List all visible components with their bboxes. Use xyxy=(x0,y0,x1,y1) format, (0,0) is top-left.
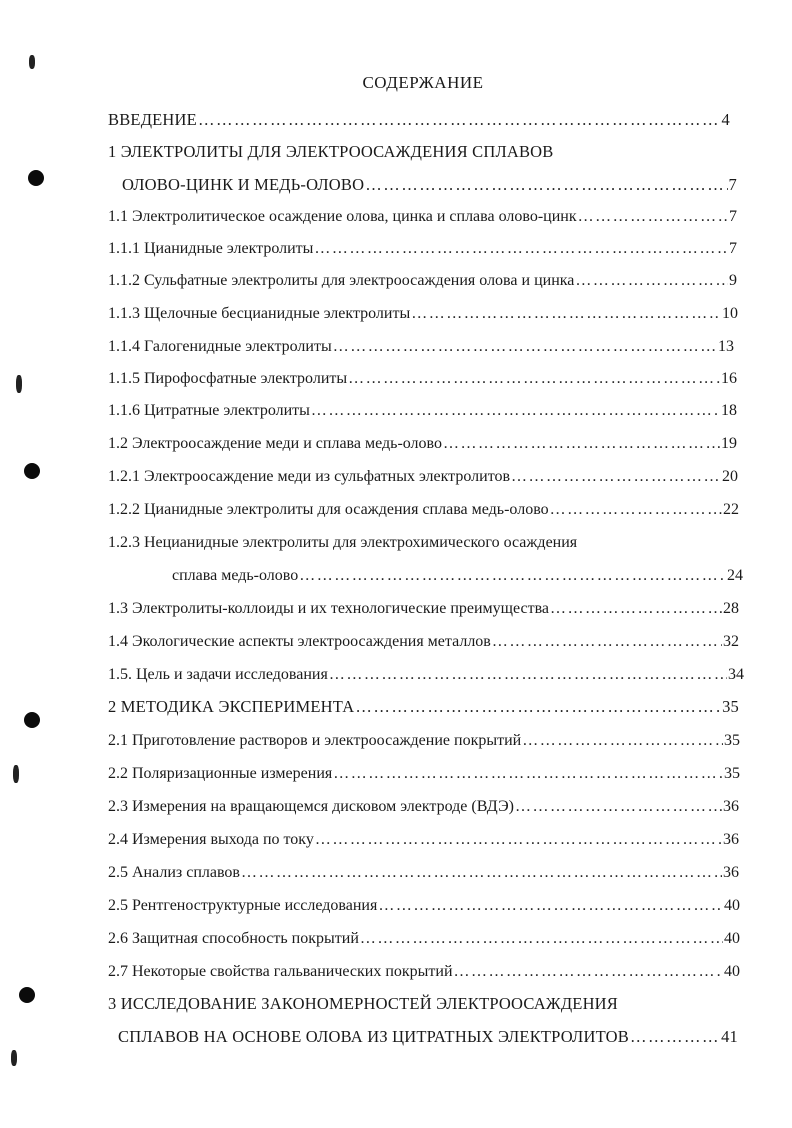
dot-leader xyxy=(550,599,722,619)
toc-entry-page: 36 xyxy=(723,864,739,881)
toc-entry xyxy=(108,962,740,982)
dot-leader xyxy=(333,764,723,784)
toc-entry xyxy=(108,764,740,784)
toc-entry xyxy=(118,1027,738,1047)
toc-entry xyxy=(108,697,739,717)
toc-entry-title: 2.1 Приготовление растворов и электроосаждение покрытий xyxy=(108,732,522,749)
page-title: СОДЕРЖАНИЕ xyxy=(362,73,484,92)
toc-entry xyxy=(108,830,739,850)
toc-entry-title: 2.3 Измерения на вращающемся дисковом электроде (ВДЭ) xyxy=(108,798,514,815)
dot-leader xyxy=(360,929,723,949)
toc-entry-title: 1.1.4 Галогенидные электролиты xyxy=(108,338,332,355)
dot-leader xyxy=(454,962,723,982)
toc-entry-title: 1.5. Цель и задачи исследования xyxy=(108,666,328,683)
toc-entry-title: сплава медь-олово xyxy=(172,567,299,584)
dot-leader xyxy=(333,337,717,357)
toc-entry xyxy=(172,566,743,586)
toc-entry xyxy=(108,369,737,389)
dot-leader xyxy=(575,271,728,291)
toc-entry xyxy=(108,797,739,817)
toc-entry-title: 2 МЕТОДИКА ЭКСПЕРИМЕНТА xyxy=(108,697,355,716)
toc-entry-page: 36 xyxy=(723,831,739,848)
toc-entry-title: 1.1.6 Цитратные электролиты xyxy=(108,402,310,419)
toc-entry xyxy=(108,467,738,487)
toc-entry xyxy=(108,207,737,227)
toc-entry-page: 40 xyxy=(724,963,740,980)
dot-leader xyxy=(348,369,720,389)
dot-leader xyxy=(492,632,722,652)
toc-entry-title: 2.2 Поляризационные измерения xyxy=(108,765,333,782)
toc-entry-title: 1 ЭЛЕКТРОЛИТЫ ДЛЯ ЭЛЕКТРООСАЖДЕНИЯ СПЛАВОВ xyxy=(108,142,554,161)
dot-leader xyxy=(443,434,720,454)
toc-entry-title: 1.1.5 Пирофосфатные электролиты xyxy=(108,370,348,387)
toc-entry-page: 9 xyxy=(729,272,737,289)
toc-entry-title: ВВЕДЕНИЕ xyxy=(108,110,197,129)
toc-entry xyxy=(108,500,739,520)
toc-entry xyxy=(108,401,737,421)
toc-entry-title: 1.2.1 Электроосаждение меди из сульфатных электролитов xyxy=(108,468,511,485)
toc-entry xyxy=(108,271,737,291)
toc-entry-page: 7 xyxy=(728,175,737,194)
toc-entry xyxy=(108,110,730,130)
toc-entry xyxy=(108,434,737,454)
toc-entry-title: 1.3 Электролиты-коллоиды и их технологические преимущества xyxy=(108,600,550,617)
toc-entry xyxy=(108,239,737,259)
toc-entry xyxy=(108,665,744,685)
toc-entry-title: 1.1.3 Щелочные бесцианидные электролиты xyxy=(108,305,411,322)
toc-entry-page: 35 xyxy=(724,765,740,782)
toc-entry-title: 1.2.2 Цианидные электролиты для осаждения сплава медь-олово xyxy=(108,501,549,518)
toc-entry-page: 18 xyxy=(721,402,737,419)
toc-entry-page: 35 xyxy=(722,697,739,716)
toc-entry xyxy=(108,337,734,357)
toc-entry-title: 3 ИССЛЕДОВАНИЕ ЗАКОНОМЕРНОСТЕЙ ЭЛЕКТРООСАЖДЕНИЯ xyxy=(108,994,619,1013)
toc-entry-page: 10 xyxy=(722,305,738,322)
toc-entry xyxy=(108,896,740,916)
toc-entry-page: 35 xyxy=(724,732,740,749)
dot-leader xyxy=(198,110,721,130)
toc-entry-page: 40 xyxy=(724,930,740,947)
toc-entry xyxy=(108,632,739,652)
toc-entry-title: СПЛАВОВ НА ОСНОВЕ ОЛОВА ИЗ ЦИТРАТНЫХ ЭЛЕКТРОЛИТОВ xyxy=(118,1027,629,1046)
dot-leader xyxy=(550,500,722,520)
toc-entry-page: 20 xyxy=(722,468,738,485)
toc-entry-page: 7 xyxy=(729,240,737,257)
toc-entry-page: 32 xyxy=(723,633,739,650)
toc-entry xyxy=(108,304,738,324)
dot-leader xyxy=(355,697,721,717)
toc-entry-title: 1.1 Электролитическое осаждение олова, цинка и сплава олово-цинк xyxy=(108,208,577,225)
dot-leader xyxy=(630,1027,720,1047)
toc-entry-title: 2.4 Измерения выхода по току xyxy=(108,831,314,848)
toc-entry-title: 2.5 Рентгеноструктурные исследования xyxy=(108,897,378,914)
dot-leader xyxy=(578,207,728,227)
toc-entry-page: 40 xyxy=(724,897,740,914)
toc-entry-page: 13 xyxy=(718,338,734,355)
dot-leader xyxy=(311,401,720,421)
toc-entry xyxy=(108,731,740,751)
toc-entry xyxy=(108,863,739,883)
toc-entry-title: 1.1.2 Сульфатные электролиты для электроосаждения олова и цинка xyxy=(108,272,575,289)
dot-leader xyxy=(365,175,727,195)
toc-entry-title: 2.5 Анализ сплавов xyxy=(108,864,240,881)
toc-entry xyxy=(108,599,739,619)
dot-leader xyxy=(241,863,722,883)
toc-entry-page: 7 xyxy=(729,208,737,225)
toc-entry-title: ОЛОВО-ЦИНК И МЕДЬ-ОЛОВО xyxy=(122,175,365,194)
toc-entry-title: 1.4 Экологические аспекты электроосаждения металлов xyxy=(108,633,491,650)
toc-entry-title: 2.7 Некоторые свойства гальванических покрытий xyxy=(108,963,453,980)
toc-entry xyxy=(122,175,737,195)
toc-entry-page: 19 xyxy=(721,435,737,452)
toc-entry-title: 2.6 Защитная способность покрытий xyxy=(108,930,359,947)
dot-leader xyxy=(314,239,728,259)
toc-entry-page: 28 xyxy=(723,600,739,617)
dot-leader xyxy=(515,797,722,817)
toc-entry-page: 34 xyxy=(728,666,744,683)
dot-leader xyxy=(378,896,723,916)
toc-entry-title: 1.1.1 Цианидные электролиты xyxy=(108,240,314,257)
dot-leader xyxy=(511,467,721,487)
dot-leader xyxy=(329,665,727,685)
toc-entry-title: 1.2.3 Нецианидные электролиты для электрохимического осаждения xyxy=(108,534,578,551)
dot-leader xyxy=(315,830,722,850)
toc-entry-page: 4 xyxy=(721,110,730,129)
toc-entry-page: 16 xyxy=(721,370,737,387)
toc-entry-page: 22 xyxy=(723,501,739,518)
toc-entry-page: 41 xyxy=(721,1027,738,1046)
toc-entry xyxy=(108,929,740,949)
toc-entry-title: 1.2 Электроосаждение меди и сплава медь-олово xyxy=(108,435,442,452)
dot-leader xyxy=(411,304,721,324)
dot-leader xyxy=(522,731,723,751)
toc-entry-page: 36 xyxy=(723,798,739,815)
toc-entry-page: 24 xyxy=(727,567,743,584)
dot-leader xyxy=(299,566,726,586)
